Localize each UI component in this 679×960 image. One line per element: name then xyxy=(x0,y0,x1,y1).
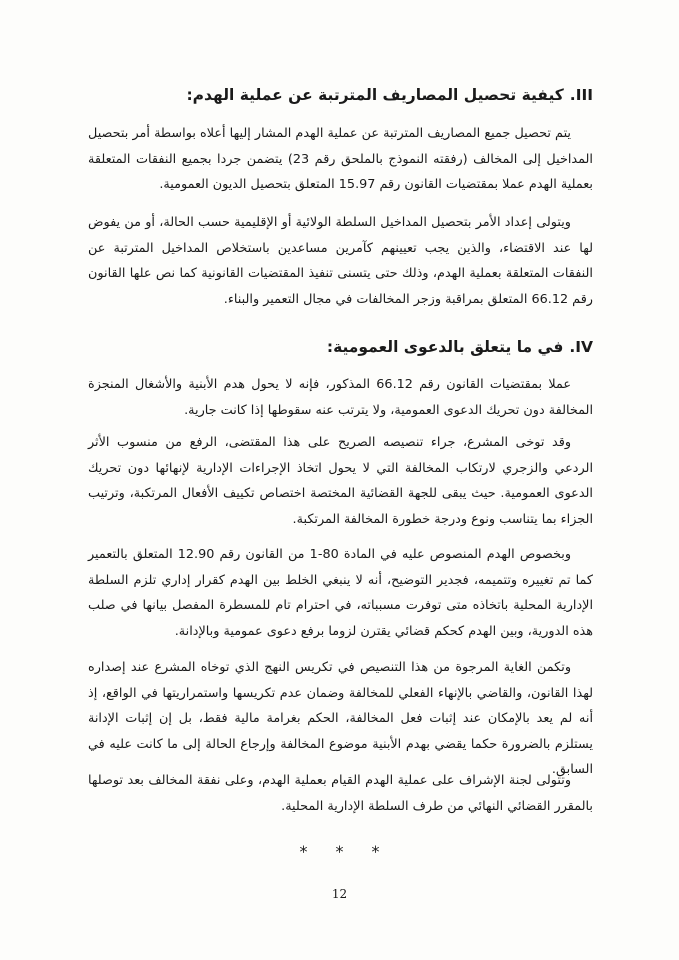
section-3-body xyxy=(88,121,593,198)
separator-star: * xyxy=(335,842,344,861)
section-3-title: كيفية تحصيل المصاريف المترتبة عن عملية الهدم: xyxy=(186,86,564,104)
section-4-paragraph-3: وبخصوص الهدم المنصوص عليه في المادة 80-1 من القانون رقم 12.90 المتعلق بالتعمير كما تم تغييره وتتميمه، فجدير التوضيح، أنه لا ينبغي الخلط بين الهدم كقرار إداري تلزم السلطة الإدارية المحلية باتخاذه متى توفرت مسبباته، في احترام تام للمسطرة المفصل بيانها في صلب هذه الدورية، وبين الهدم كحكم قضائي يقترن لزوما برفع دعوى عمومية وبالإدانة. xyxy=(88,547,593,639)
section-3-heading xyxy=(186,86,593,104)
section-3-body-2 xyxy=(88,210,593,312)
separator-star: * xyxy=(371,842,380,861)
section-separator xyxy=(0,842,679,861)
section-4-body-5 xyxy=(88,768,593,819)
section-4-body-2 xyxy=(88,430,593,532)
section-4-paragraph-4: وتكمن الغاية المرجوة من هذا التنصيص في تكريس النهج الذي توخاه المشرع عند إصداره لهذا القانون، والقاضي بالإنهاء الفعلي للمخالفة وضمان عدم تكريسها واستمراريتها في الواقع، إذ أنه لم يعد بالإمكان عند إثبات فعل المخالفة، الحكم بغرامة مالية فقط، بل إن إثبات الإدانة يستلزم بالضرورة حكما يقضي بهدم الأبنية موضوع المخالفة وإرجاع الحالة إلى ما كانت عليه في السابق. xyxy=(88,660,593,777)
section-4-paragraph-1: عملا بمقتضيات القانون رقم 66.12 المذكور، فإنه لا يحول هدم الأبنية والأشغال المنجزة المخالفة دون تحريك الدعوى العمومية، ولا يترتب عنه سقوطها إذا كانت جارية. xyxy=(88,377,593,418)
separator-star: * xyxy=(299,842,308,861)
section-4-body-1 xyxy=(88,372,593,423)
section-4-body-4 xyxy=(88,655,593,783)
section-4-heading xyxy=(327,338,593,356)
section-3-number: III. xyxy=(569,86,593,104)
section-3-paragraph-2: ويتولى إعداد الأمر بتحصيل المداخيل السلطة الولائية أو الإقليمية حسب الحالة، أو من يفوض لها عند الاقتضاء، والذين يجب تعيينهم كآمرين مساعدين باستخلاص المداخيل المترتبة عن النفقات المتعلقة بعملية الهدم، وذلك حتى يتسنى تنفيذ المقتضيات القانونية كما نص علها القانون رقم 66.12 المتعلق بمراقبة وزجر المخالفات في مجال التعمير والبناء. xyxy=(88,215,593,307)
page-number: 12 xyxy=(331,887,348,901)
section-4-paragraph-2: وقد توخى المشرع، جراء تنصيصه الصريح على هذا المقتضى، الرفع من منسوب الأثر الردعي والزجري لارتكاب المخالفة التي لا يحول اتخاذ الإجراءات الإدارية لإنهائها دون تحريك الدعوى العمومية. حيث يبقى للجهة القضائية المختصة اختصاص تكييف الأفعال المرتكبة، وترتيب الجزاء بما يتناسب ونوع ودرجة خطورة المخالفة المرتكبة. xyxy=(88,435,593,527)
section-4-paragraph-5: وتتولى لجنة الإشراف على عملية الهدم القيام بعملية الهدم، وعلى نفقة المخالف بعد توصلها بالمقرر القضائي النهائي من طرف السلطة الإدارية المحلية. xyxy=(88,773,593,814)
section-4-body-3 xyxy=(88,542,593,644)
section-4-title: في ما يتعلق بالدعوى العمومية: xyxy=(326,338,564,356)
section-4-number: IV. xyxy=(569,338,593,356)
section-3-paragraph-1: يتم تحصيل جميع المصاريف المترتبة عن عملية الهدم المشار إليها أعلاه بواسطة أمر بتحصيل المداخيل إلى المخالف (رفقته النموذج بالملحق رقم 23) يتضمن جردا بجميع النفقات المتعلقة بعملية الهدم عملا بمقتضيات القانون رقم 15.97 المتعلق بتحصيل الديون العمومية. xyxy=(88,126,593,192)
